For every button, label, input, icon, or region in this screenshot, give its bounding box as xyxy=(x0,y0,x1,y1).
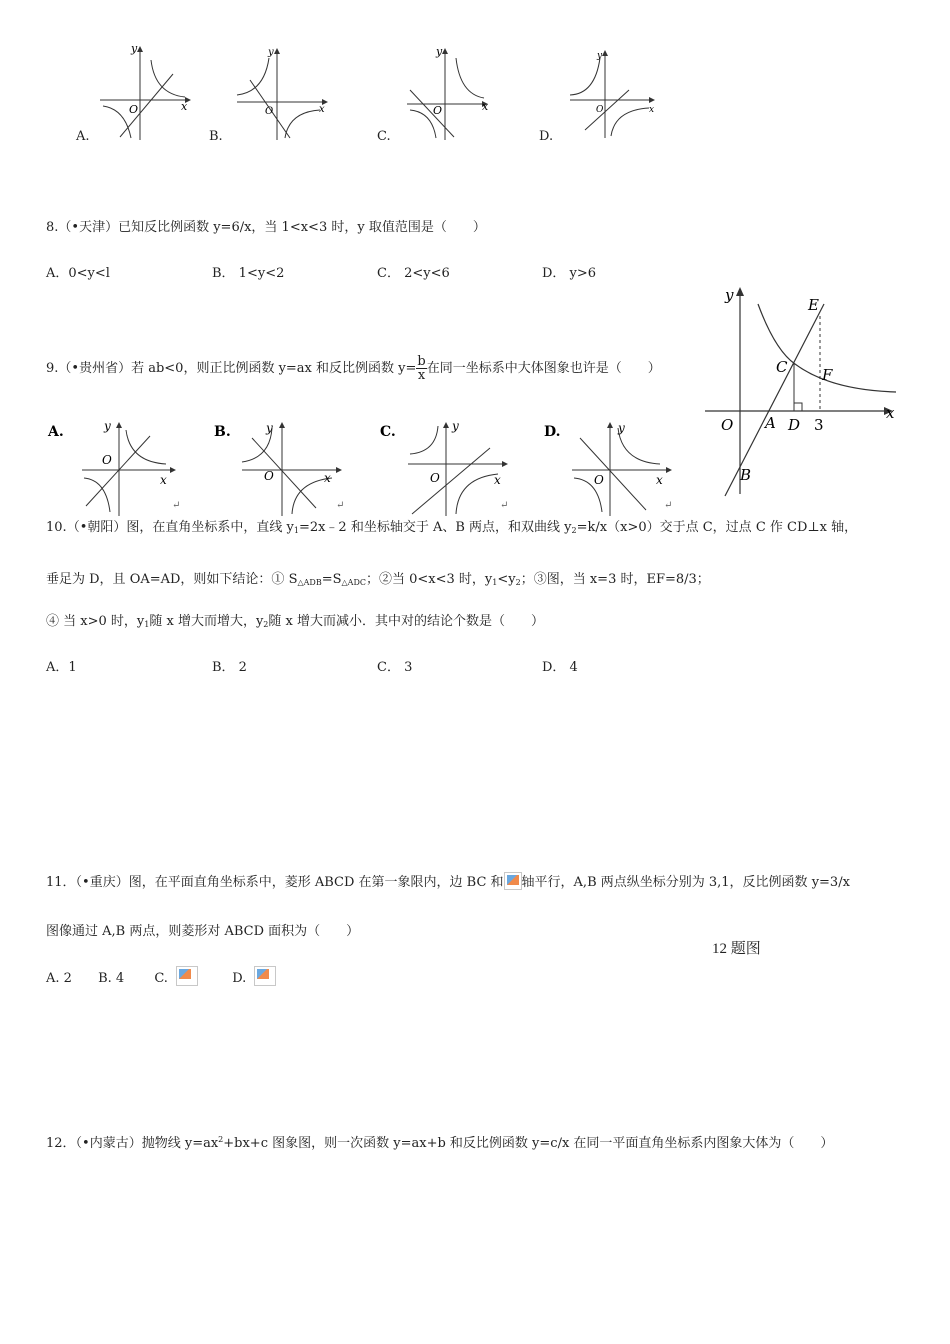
svg-text:B.: B. xyxy=(214,424,231,440)
q9-number: 9. xyxy=(46,361,59,376)
svg-text:y: y xyxy=(266,421,273,435)
q11-option-a: A. 2 xyxy=(46,971,72,986)
q11-text: 轴平行，A,B 两点纵坐标分别为 3,1，反比例函数 y=3/x xyxy=(521,875,850,890)
fig-label-a: A xyxy=(765,414,776,432)
svg-text:O: O xyxy=(433,104,443,117)
fig-label-f: F xyxy=(822,366,833,384)
q10-subscript: 1 xyxy=(293,526,299,535)
svg-text:y: y xyxy=(618,421,625,435)
q9-graph-d xyxy=(542,418,672,518)
q7-graph-c xyxy=(402,42,502,142)
q10-figure xyxy=(700,282,905,502)
q10-subscript: 2 xyxy=(571,526,577,535)
fig-label-3: 3 xyxy=(814,416,824,434)
svg-text:C.: C. xyxy=(380,424,396,440)
q10-text: ；③图，当 x=3 时，EF=8/3； xyxy=(520,572,710,587)
q9-return-mark-a: ↵ xyxy=(172,500,181,511)
q9-graph-a xyxy=(46,418,176,518)
q9-fraction xyxy=(416,355,426,382)
q11-text: （•重庆）图，在平面直角坐标系中，菱形 ABCD 在第一象限内，边 BC 和 xyxy=(75,875,504,890)
svg-text:y: y xyxy=(131,42,138,55)
svg-text:y: y xyxy=(597,51,603,61)
q10-subscript: △ADC xyxy=(341,578,366,587)
q10-text: =2x﹣2 和坐标轴交于 A、B 两点，和双曲线 y xyxy=(298,520,572,535)
q7-graph-a xyxy=(95,42,195,142)
q7-option-a: A. xyxy=(76,129,90,144)
q9-graph-b xyxy=(212,418,345,518)
q10-text: <y xyxy=(497,572,516,587)
q8-number: 8. xyxy=(46,220,59,235)
svg-text:x: x xyxy=(324,471,331,485)
q12-text: +bx+c 图象图，则一次函数 y=ax+b 和反比例函数 y=c/x 在同一平面直角坐标系内图象大体为（ ） xyxy=(223,1136,834,1151)
q9-return-mark-d: ↵ xyxy=(664,500,673,511)
q10-text: =S xyxy=(321,572,342,587)
broken-image-icon xyxy=(176,966,198,986)
q11-options xyxy=(46,966,276,987)
q10-subscript: 2 xyxy=(515,578,521,587)
q11-number: 11． xyxy=(46,875,76,890)
q10-text: （•朝阳）图，在直角坐标系中，直线 y xyxy=(66,520,294,535)
q10-option-a: A．1 xyxy=(46,660,77,675)
q10-option-d: D． 4 xyxy=(542,660,578,675)
q7-graph-d xyxy=(565,42,665,142)
fig12-caption: 12 题图 xyxy=(712,941,761,957)
q10-text: 随 x 增大而减小．其中对的结论个数是（ ） xyxy=(268,614,544,629)
svg-text:x: x xyxy=(181,100,188,113)
q9-frac-num: b xyxy=(417,354,426,369)
svg-text:O: O xyxy=(430,471,440,485)
svg-text:D.: D. xyxy=(544,424,561,440)
q12-number: 12． xyxy=(46,1136,76,1151)
q8-stem xyxy=(46,220,486,236)
q12-superscript: 2 xyxy=(218,1135,224,1144)
q11-option-b: B. 4 xyxy=(98,971,125,986)
q11-option-d: D. xyxy=(232,971,247,986)
q10-line-2 xyxy=(46,572,710,591)
q11-line-2: 图像通过 A,B 两点，则菱形对 ABCD 面积为（ ） xyxy=(46,924,360,939)
svg-text:x: x xyxy=(656,473,663,487)
fig-label-c: C xyxy=(776,358,788,376)
q10-text: ④ 当 x>0 时，y xyxy=(46,614,145,629)
q9-graph-c xyxy=(378,418,508,518)
svg-text:y: y xyxy=(452,419,459,433)
svg-text:y: y xyxy=(436,45,443,58)
fig-label-b: B xyxy=(740,466,752,484)
q10-line-3 xyxy=(46,614,544,633)
q9-stem xyxy=(46,355,661,382)
q8-option-d: D． y>6 xyxy=(542,266,597,281)
q10-text: 随 x 增大而增大，y xyxy=(149,614,264,629)
q9-text-after: 在同一坐标系中大体图象也许是（ ） xyxy=(426,361,661,376)
q10-line-1 xyxy=(46,520,857,539)
q7-option-d: D. xyxy=(539,129,554,144)
q8-option-c: C． 2<y<6 xyxy=(377,266,450,281)
svg-text:x: x xyxy=(160,473,167,487)
svg-text:x: x xyxy=(649,105,655,115)
svg-text:x: x xyxy=(494,473,501,487)
q12-stem xyxy=(46,1132,833,1152)
q10-subscript: 2 xyxy=(263,620,269,629)
fig-label-o: O xyxy=(721,416,734,434)
q10-subscript: 1 xyxy=(492,578,498,587)
broken-image-icon xyxy=(504,872,522,890)
svg-text:y: y xyxy=(104,419,111,433)
q10-text: ；②当 0<x<3 时，y xyxy=(366,572,493,587)
svg-text:O: O xyxy=(596,105,604,115)
q11-option-c: C. xyxy=(154,971,168,986)
q8-option-a: A．0<y<l xyxy=(46,266,110,281)
q10-option-b: B． 2 xyxy=(212,660,247,675)
q9-frac-den: x xyxy=(417,368,426,383)
q7-option-b: B. xyxy=(209,129,223,144)
q10-text: =k/x（x>0）交于点 C，过点 C 作 CD⊥x 轴， xyxy=(576,520,858,535)
q10-subscript: △ADB xyxy=(297,578,322,587)
q10-subscript: 1 xyxy=(144,620,150,629)
fig-label-y: y xyxy=(725,286,734,304)
q10-option-c: C． 3 xyxy=(377,660,413,675)
q7-graph-b xyxy=(232,42,332,142)
svg-text:x: x xyxy=(319,104,325,115)
q8-option-b: B． 1<y<2 xyxy=(212,266,285,281)
svg-text:y: y xyxy=(268,47,274,58)
q11-line-1 xyxy=(46,872,850,891)
q10-text: 垂足为 D，且 OA=AD，则如下结论：① S xyxy=(46,572,298,587)
svg-text:A.: A. xyxy=(48,424,64,440)
svg-text:O: O xyxy=(264,469,274,483)
fig-label-d: D xyxy=(788,416,801,434)
q9-text-before: （•贵州省）若 ab<0，则正比例函数 y=ax 和反比例函数 y= xyxy=(58,361,417,376)
fig-label-e: E xyxy=(808,296,819,314)
q8-text: （•天津）已知反比例函数 y=6/x，当 1<x<3 时，y 取值范围是（ ） xyxy=(58,220,486,235)
q7-option-c: C. xyxy=(377,129,391,144)
q9-return-mark-b: ↵ xyxy=(336,500,345,511)
svg-text:O: O xyxy=(594,473,604,487)
q10-number: 10. xyxy=(46,520,67,535)
fig-label-x: x xyxy=(886,404,895,422)
svg-text:O: O xyxy=(102,453,112,467)
svg-text:O: O xyxy=(129,103,139,116)
broken-image-icon xyxy=(254,966,276,986)
svg-text:x: x xyxy=(482,100,489,113)
q12-text: （•内蒙古）抛物线 y=ax xyxy=(75,1136,219,1151)
svg-text:O: O xyxy=(265,106,274,117)
q9-return-mark-c: ↵ xyxy=(500,500,509,511)
